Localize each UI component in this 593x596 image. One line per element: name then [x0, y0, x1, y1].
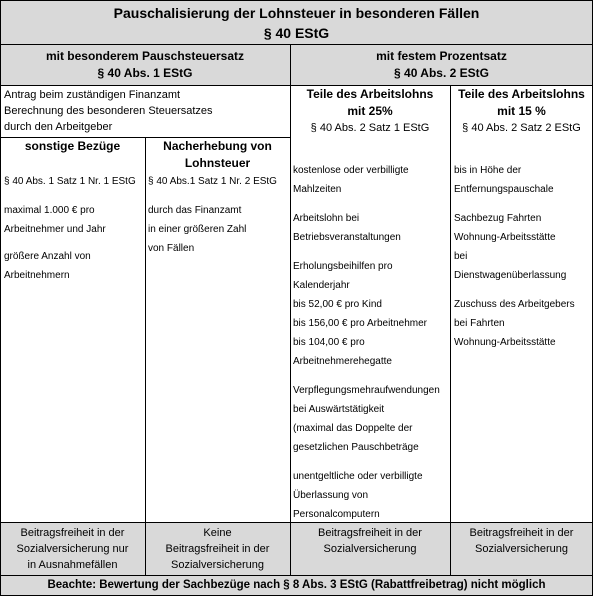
footer-line: Sozialversicherung [475, 543, 568, 555]
list-item: bei Fahrten [454, 318, 505, 329]
column-heading [0, 137, 145, 155]
footer-15-percent [450, 525, 593, 557]
column-paragraph [145, 172, 290, 191]
list-item: Arbeitnehmern [4, 270, 70, 281]
list-item: bis 156,00 € pro Arbeitnehmer [293, 318, 427, 329]
list-item: von Fällen [148, 243, 195, 254]
divider-footer [0, 522, 593, 523]
list-item: gesetzlichen Pauschbeträge [293, 442, 419, 453]
left-section-header [0, 48, 290, 82]
list-item: Entfernungspauschale [454, 184, 554, 195]
footer-line: Beitragsfreiheit in der [469, 527, 574, 539]
paragraph-reference: § 40 Abs. 2 Satz 2 EStG [462, 122, 581, 134]
right-section-reference: § 40 Abs. 2 EStG [394, 66, 489, 80]
list-item: größere Anzahl von [4, 251, 91, 262]
divider-title [0, 44, 593, 45]
vertical-divider-left [145, 137, 146, 575]
column-items [145, 201, 290, 258]
column-heading-line: Teile des Arbeitslohns [458, 87, 585, 101]
list-item: bis 52,00 € pro Kind [293, 299, 382, 310]
column-heading-line: mit 25% [347, 104, 393, 118]
list-item: Arbeitnehmerehegatte [293, 356, 392, 367]
list-item: Arbeitnehmer und Jahr [4, 224, 106, 235]
list-item: Wohnung-Arbeitsstätte [454, 337, 556, 348]
list-item: bei Auswärtstätigkeit [293, 404, 385, 415]
column-heading [145, 137, 290, 172]
divider-note [0, 575, 593, 576]
title-line-1: Pauschalisierung der Lohnsteuer in besonderen Fällen [113, 5, 480, 21]
list-item: unentgeltliche oder verbilligte [293, 471, 423, 482]
list-item: Überlassung von [293, 490, 369, 501]
column-heading-line: Teile des Arbeitslohns [306, 87, 434, 101]
column-heading-line: Nacherhebung von [163, 139, 272, 153]
vertical-divider-right [450, 85, 451, 575]
list-item: Betriebsveranstaltungen [293, 232, 401, 243]
column-heading-line: mit 15 % [497, 104, 546, 118]
list-item: (maximal das Doppelte der [293, 423, 413, 434]
column-items [290, 161, 450, 524]
column-heading-line: sonstige Bezüge [24, 139, 121, 153]
note-text [0, 577, 593, 594]
footer-25-percent [290, 525, 450, 557]
footer-line: Keine [203, 527, 232, 539]
column-15-percent [450, 85, 593, 352]
footer-line: in Ausnahmefällen [27, 559, 118, 571]
list-item: bis 104,00 € pro [293, 337, 365, 348]
column-items [0, 201, 145, 285]
footer-line: Beitragsfreiheit in der [20, 527, 125, 539]
column-paragraph [450, 121, 593, 136]
footer-line: Sozialversicherung [323, 543, 417, 555]
note-line: Beachte: Bewertung der Sachbezüge nach § 8 Abs. 3 EStG (Rabattfreibetrag) nicht möglich [47, 579, 546, 591]
list-item: bei [454, 251, 468, 262]
paragraph-reference: § 40 Abs. 2 Satz 1 EStG [310, 122, 430, 134]
footer-sonstige-bezuege [0, 525, 145, 573]
footer-line: Sozialversicherung [171, 559, 264, 571]
list-item: maximal 1.000 € pro [4, 205, 95, 216]
right-section-header [290, 48, 593, 82]
list-item: Mahlzeiten [293, 184, 342, 195]
border-left [0, 0, 1, 596]
right-section-title: mit festem Prozentsatz [376, 49, 507, 63]
vertical-divider-main [290, 44, 291, 575]
column-heading [290, 85, 450, 120]
border-top [0, 0, 593, 1]
list-item: bis in Höhe der [454, 165, 522, 176]
list-item: Kalenderjahr [293, 280, 350, 291]
list-item: in einer größeren Zahl [148, 224, 247, 235]
column-25-percent [290, 85, 450, 524]
list-item: Wohnung-Arbeitsstätte [454, 232, 556, 243]
footer-line: Beitragsfreiheit in der [165, 543, 270, 555]
intro-line: Berechnung des besonderen Steuersatzes [4, 105, 213, 117]
divider-sections [0, 85, 593, 86]
footer-line: Sozialversicherung nur [16, 543, 129, 555]
column-heading-line: Lohnsteuer [184, 156, 251, 170]
page-title [0, 3, 593, 43]
left-section-title: mit besonderem Pauschsteuersatz [45, 49, 245, 63]
paragraph-reference: § 40 Abs. 1 Satz 1 Nr. 1 EStG [4, 176, 136, 187]
left-section-reference: § 40 Abs. 1 EStG [97, 66, 193, 80]
column-sonstige-bezuege [0, 137, 145, 285]
intro-line: durch den Arbeitgeber [4, 121, 113, 133]
footer-line: Beitragsfreiheit in der [318, 527, 422, 539]
list-item: Erholungsbeihilfen pro [293, 261, 393, 272]
column-heading [450, 85, 593, 120]
title-line-2: § 40 EStG [263, 25, 330, 41]
list-item: Zuschuss des Arbeitgebers [454, 299, 575, 310]
footer-nacherhebung [145, 525, 290, 573]
column-paragraph [290, 121, 450, 136]
list-item: Dienstwagenüberlassung [454, 270, 567, 281]
list-item: Sachbezug Fahrten [454, 213, 542, 224]
intro-line: Antrag beim zuständigen Finanzamt [4, 89, 181, 101]
list-item: kostenlose oder verbilligte [293, 165, 409, 176]
list-item: Arbeitslohn bei [293, 213, 360, 224]
column-nacherhebung [145, 137, 290, 258]
list-item: Personalcomputern [293, 509, 380, 520]
paragraph-reference: § 40 Abs.1 Satz 1 Nr. 2 EStG [148, 176, 277, 187]
list-item: durch das Finanzamt [148, 205, 242, 216]
column-items [450, 161, 593, 352]
list-item: Verpflegungsmehraufwendungen [293, 385, 440, 396]
column-paragraph [0, 172, 145, 191]
left-intro-text [4, 87, 288, 135]
